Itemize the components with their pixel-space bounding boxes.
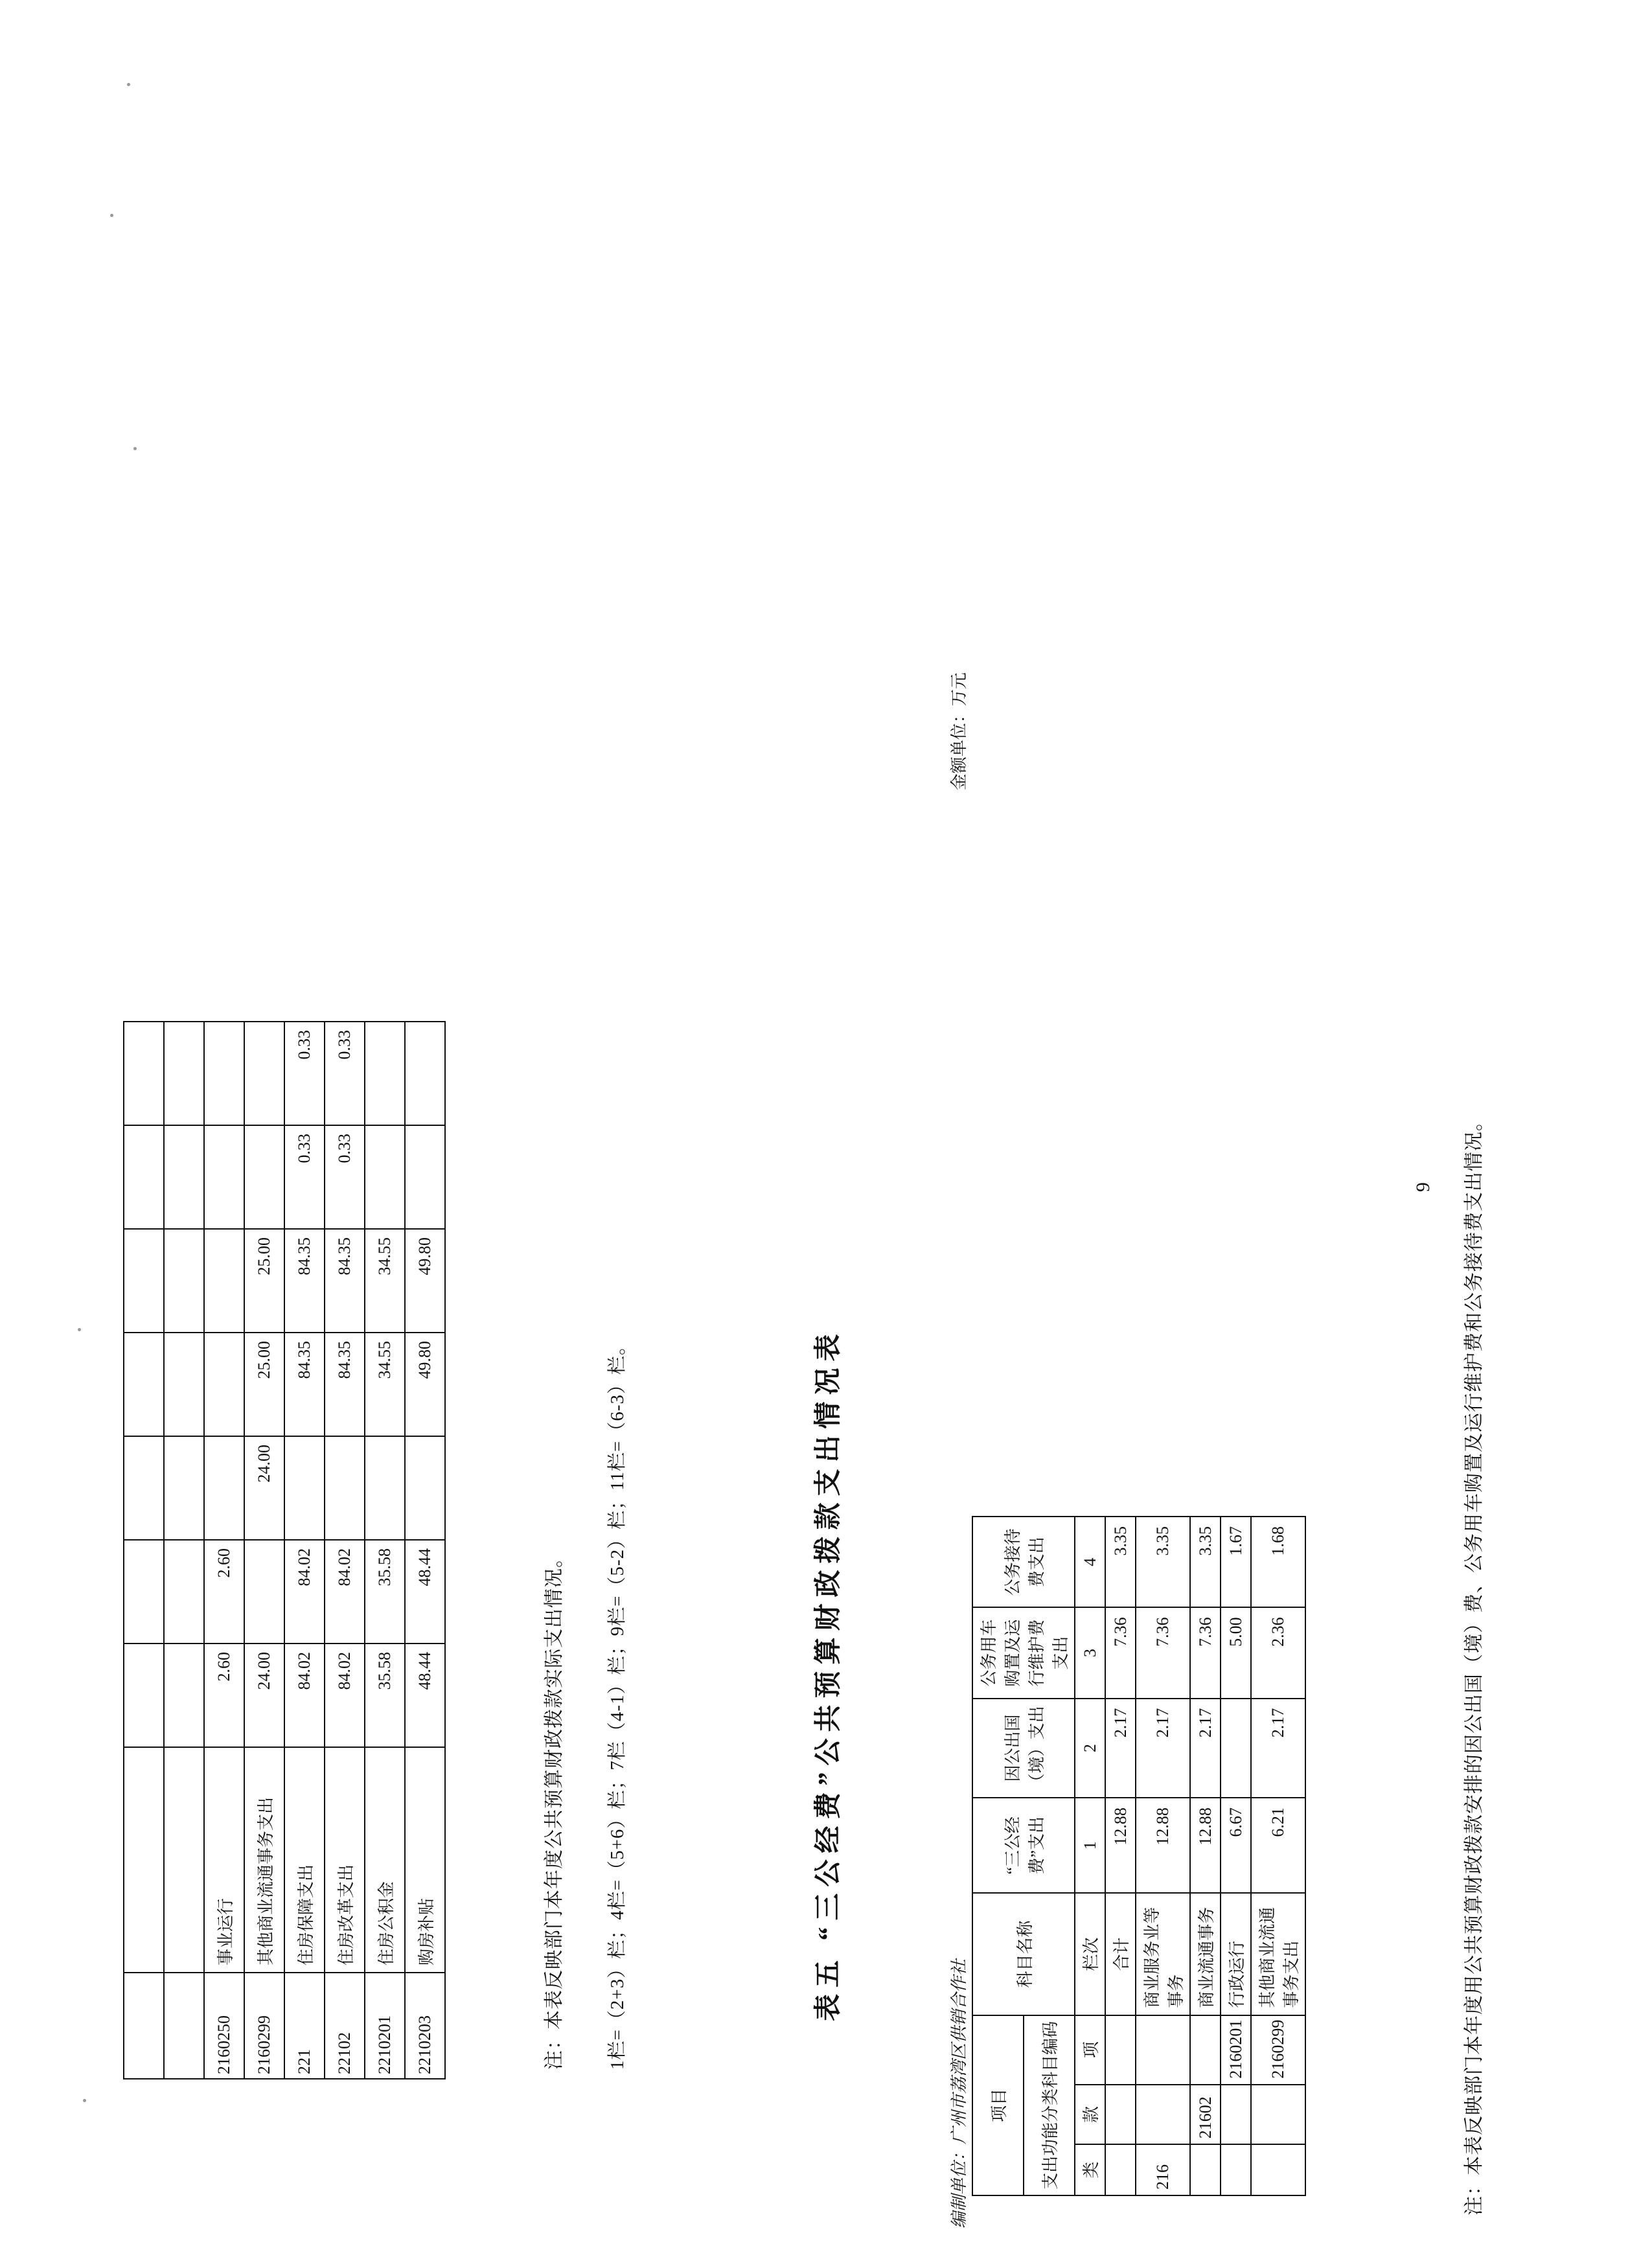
amount-unit: 金额单位：万元: [950, 672, 969, 790]
cell-kuan: [1221, 2085, 1251, 2145]
cell-code: [124, 1973, 164, 2079]
cell-c3: [204, 1436, 244, 1540]
cell-c3: [164, 1436, 204, 1540]
cell-c5: [204, 1229, 244, 1333]
cell-c1: 6.21: [1251, 1798, 1305, 1893]
header-n2: 2: [1075, 1699, 1105, 1798]
cell-c4: 25.00: [244, 1333, 284, 1436]
cell-lei: 216: [1136, 2144, 1190, 2195]
cell-c3: [124, 1436, 164, 1540]
cell-c2: 84.02: [325, 1540, 365, 1644]
table-row: [405, 1022, 445, 2079]
cell-kuan: 21602: [1190, 2085, 1221, 2145]
cell-name: 其他商业流通事务支出: [1251, 1893, 1305, 2015]
cell-c4: 1.67: [1221, 1517, 1251, 1607]
cell-name: 其他商业流通事务支出: [244, 1747, 284, 1973]
cell-name: 行政运行: [1221, 1893, 1251, 2015]
cell-c7: [164, 1022, 204, 1125]
cell-c1: [124, 1644, 164, 1747]
cell-c6: [204, 1125, 244, 1229]
header-n3: 3: [1075, 1607, 1105, 1698]
cell-c7: [405, 1022, 445, 1125]
header-lei: 类: [1075, 2144, 1105, 2195]
cell-c1: 6.67: [1221, 1798, 1251, 1893]
cell-c4: 3.35: [1105, 1517, 1136, 1607]
cell-c7: [244, 1022, 284, 1125]
cell-c3: 7.36: [1190, 1607, 1221, 1698]
cell-c1: 48.44: [405, 1644, 445, 1747]
scan-speckle: [127, 83, 130, 86]
cell-c5: [124, 1229, 164, 1333]
table-row: [365, 1022, 405, 2079]
cell-c3: 5.00: [1221, 1607, 1251, 1698]
cell-c2: 2.17: [1105, 1699, 1136, 1798]
cell-c4: 34.55: [365, 1333, 405, 1436]
cell-xiang: 2160299: [1251, 2015, 1305, 2085]
cell-c7: [124, 1022, 164, 1125]
cell-c6: [405, 1125, 445, 1229]
header-n1: 1: [1075, 1798, 1105, 1893]
cell-c3: 2.36: [1251, 1607, 1305, 1698]
header-col-label: 栏次: [1075, 1893, 1105, 2015]
cell-c3: [405, 1436, 445, 1540]
table-row: [284, 1022, 325, 2079]
cell-lei: [1105, 2144, 1136, 2195]
cell-c1: 35.58: [365, 1644, 405, 1747]
cell-c4: 1.68: [1251, 1517, 1305, 1607]
cell-c3: 24.00: [244, 1436, 284, 1540]
table-four-formula: 1栏=（2+3）栏；4栏=（5+6）栏；7栏（4-1）栏；9栏=（5-2）栏；11栏=（6-3）栏。: [607, 1335, 628, 2070]
cell-c4: [124, 1333, 164, 1436]
cell-c5: 84.35: [284, 1229, 325, 1333]
cell-c1: [164, 1644, 204, 1747]
cell-name: 住房保障支出: [284, 1747, 325, 1973]
cell-c2: [124, 1540, 164, 1644]
cell-c2: 2.60: [204, 1540, 244, 1644]
cell-c7: 0.33: [284, 1022, 325, 1125]
header-xiang: 项: [1075, 2015, 1105, 2085]
table-row: [1136, 1517, 1190, 2195]
table-four-note: 注：本表反映部门本年度公共预算财政拨款实际支出情况。: [544, 1548, 565, 2070]
cell-c4: 84.35: [325, 1333, 365, 1436]
header-kuan: 款: [1075, 2085, 1105, 2145]
page-number: 9: [1412, 1182, 1434, 1192]
cell-xiang: [1190, 2015, 1221, 2085]
table-header-row: [972, 1517, 1024, 2195]
cell-c4: 3.35: [1190, 1517, 1221, 1607]
cell-c3: [365, 1436, 405, 1540]
cell-kuan: [1251, 2085, 1305, 2145]
cell-c2: 2.17: [1190, 1699, 1221, 1798]
table-row: [204, 1022, 244, 2079]
table-five-title: 表五 “三公经费”公共预算财政拨款支出情况表: [814, 1327, 843, 2021]
header-abroad: 因公出国（境）支出: [972, 1699, 1075, 1798]
cell-c1: 2.60: [204, 1644, 244, 1747]
cell-name: 住房改革支出: [325, 1747, 365, 1973]
cell-c5: 25.00: [244, 1229, 284, 1333]
cell-c3: 7.36: [1105, 1607, 1136, 1698]
cell-code: 2210201: [365, 1973, 405, 2079]
table-row: [325, 1022, 365, 2079]
cell-c7: 0.33: [325, 1022, 365, 1125]
cell-c2: 84.02: [284, 1540, 325, 1644]
cell-name: 购房补贴: [405, 1747, 445, 1973]
header-class-code-group: 支出功能分类科目编码: [1024, 2015, 1075, 2195]
cell-c1: 84.02: [284, 1644, 325, 1747]
cell-c7: [365, 1022, 405, 1125]
cell-c2: [1221, 1699, 1251, 1798]
cell-c4: [204, 1333, 244, 1436]
cell-name: [124, 1747, 164, 1973]
cell-c4: 3.35: [1136, 1517, 1190, 1607]
cell-c3: 7.36: [1136, 1607, 1190, 1698]
cell-c1: 12.88: [1136, 1798, 1190, 1893]
cell-c3: [325, 1436, 365, 1540]
cell-name: 商业流通事务: [1190, 1893, 1221, 2015]
table-row: [124, 1022, 164, 2079]
cell-code: 22102: [325, 1973, 365, 2079]
table-four-continued: [123, 1021, 446, 2079]
cell-code: 2160250: [204, 1973, 244, 2079]
header-vehicle: 公务用车购置及运行维护费支出: [972, 1607, 1075, 1698]
cell-c1: 84.02: [325, 1644, 365, 1747]
header-n4: 4: [1075, 1517, 1105, 1607]
table-row: [1105, 1517, 1136, 2195]
table-row: [244, 1022, 284, 2079]
cell-c5: [164, 1229, 204, 1333]
cell-code: 221: [284, 1973, 325, 2079]
cell-c4: 84.35: [284, 1333, 325, 1436]
cell-name: 住房公积金: [365, 1747, 405, 1973]
cell-c6: 0.33: [325, 1125, 365, 1229]
cell-c6: [365, 1125, 405, 1229]
cell-c1: 12.88: [1190, 1798, 1221, 1893]
cell-name: 合计: [1105, 1893, 1136, 2015]
cell-code: [164, 1973, 204, 2079]
cell-c7: [204, 1022, 244, 1125]
cell-kuan: [1105, 2085, 1136, 2145]
scan-speckle: [78, 1328, 81, 1331]
cell-c2: 48.44: [405, 1540, 445, 1644]
cell-c6: [124, 1125, 164, 1229]
cell-c4: 49.80: [405, 1333, 445, 1436]
cell-c2: 2.17: [1136, 1699, 1190, 1798]
cell-lei: [1221, 2144, 1251, 2195]
cell-lei: [1190, 2144, 1221, 2195]
header-reception: 公务接待费支出: [972, 1517, 1075, 1607]
cell-c6: [164, 1125, 204, 1229]
cell-c2: 35.58: [365, 1540, 405, 1644]
cell-c1: 12.88: [1105, 1798, 1136, 1893]
cell-code: 2210203: [405, 1973, 445, 2079]
table-five-wrapper: [972, 1516, 1306, 2196]
scan-speckle: [110, 214, 113, 217]
table-row: [1251, 1517, 1305, 2195]
cell-c3: [284, 1436, 325, 1540]
cell-name: 事业运行: [204, 1747, 244, 1973]
cell-xiang: 2160201: [1221, 2015, 1251, 2085]
cell-c2: 2.17: [1251, 1699, 1305, 1798]
cell-kuan: [1136, 2085, 1190, 2145]
cell-c6: 0.33: [284, 1125, 325, 1229]
cell-name: 商业服务业等事务: [1136, 1893, 1190, 2015]
header-subject-name: 科目名称: [972, 1893, 1075, 2015]
table-row: [1190, 1517, 1221, 2195]
cell-c2: [244, 1540, 284, 1644]
table-four-continued-wrapper: [123, 1021, 446, 2079]
cell-c5: 49.80: [405, 1229, 445, 1333]
cell-lei: [1251, 2144, 1305, 2195]
table-five-note: 注：本表反映部门本年度用公共预算财政拨款安排的因公出国（境）费、公务用车购置及运行维护费和公务接待费支出情况。: [1463, 1111, 1485, 2216]
compiler-unit: 编制单位：广州市荔湾区供销合作社: [950, 1958, 969, 2228]
header-three-public: “三公经费”支出: [972, 1798, 1075, 1893]
cell-c1: 24.00: [244, 1644, 284, 1747]
cell-code: 2160299: [244, 1973, 284, 2079]
cell-c4: [164, 1333, 204, 1436]
table-row: [1221, 1517, 1251, 2195]
cell-c2: [164, 1540, 204, 1644]
cell-c5: 34.55: [365, 1229, 405, 1333]
scan-speckle: [133, 447, 137, 450]
cell-c6: [244, 1125, 284, 1229]
cell-xiang: [1136, 2015, 1190, 2085]
table-five: [972, 1516, 1306, 2196]
table-header-row: [1075, 1517, 1105, 2195]
cell-xiang: [1105, 2015, 1136, 2085]
scan-speckle: [83, 2099, 86, 2102]
cell-c5: 84.35: [325, 1229, 365, 1333]
table-row: [164, 1022, 204, 2079]
cell-name: [164, 1747, 204, 1973]
header-project: 项目: [972, 2015, 1024, 2195]
